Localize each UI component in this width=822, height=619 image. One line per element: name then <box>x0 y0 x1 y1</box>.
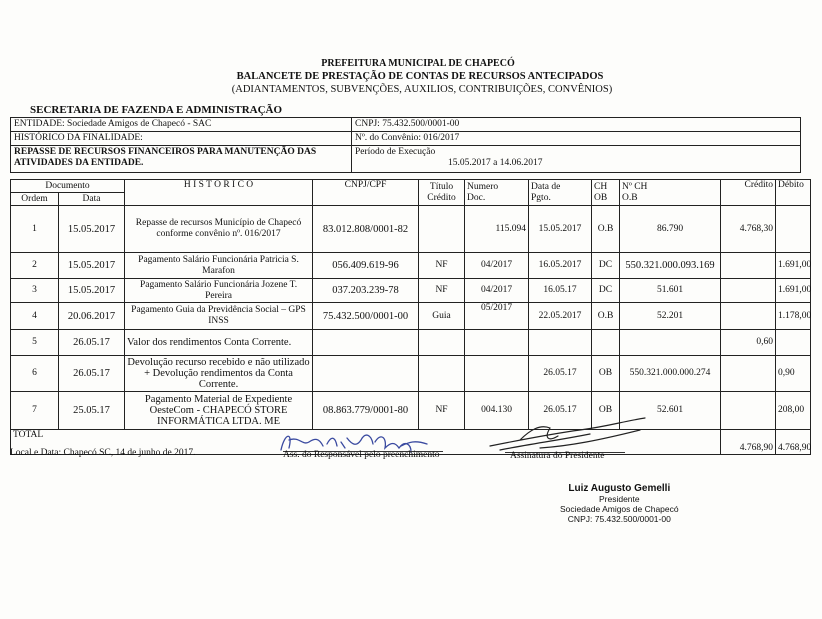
col-debito-header: Débito <box>776 180 811 206</box>
cell-n-ch: 52.601 <box>620 392 721 430</box>
cell-ch-ob: DC <box>592 279 620 303</box>
cell-credito <box>721 253 776 279</box>
chob-line-1: CH <box>594 181 608 192</box>
chob-line-2: OB <box>594 192 608 203</box>
cell-numero: 04/2017 <box>465 253 529 279</box>
historico-finalidade-label: HISTÓRICO DA FINALIDADE: <box>11 132 352 146</box>
cell-data-pgto: 16.05.17 <box>529 279 592 303</box>
local-data: Local e Data: Chapecó SC, 14 de junho de 2017. <box>10 448 196 458</box>
cell-ch-ob: DC <box>592 253 620 279</box>
ass-responsavel-label: Ass. do Responsável pelo preenchimento <box>283 450 440 460</box>
col-documento-header: Documento <box>11 180 125 193</box>
col-cnpj-header: CNPJ/CPF <box>313 180 419 206</box>
cell-data: 15.05.2017 <box>59 279 125 303</box>
finalidade-cell: REPASSE DE RECURSOS FINANCEIROS PARA MANUTENÇÃO DAS ATIVIDADES DA ENTIDADE. <box>11 146 352 173</box>
cell-cnpj <box>313 330 419 356</box>
cell-ch-ob: O.B <box>592 303 620 330</box>
header-line-2: BALANCETE DE PRESTAÇÃO DE CONTAS DE RECURSOS ANTECIPADOS <box>236 71 604 82</box>
cell-titulo <box>419 356 465 392</box>
cell-ch-ob <box>592 330 620 356</box>
cell-historico: Valor dos rendimentos Conta Corrente. <box>125 330 313 356</box>
stamp-name: Luiz Augusto Gemelli <box>568 483 671 494</box>
ass-presidente-label: Assinatura do Presidente <box>510 451 605 461</box>
cell-n-ch: 550.321.000.093.169 <box>620 253 721 279</box>
col-nch-header <box>620 180 721 206</box>
stamp-cnpj: CNPJ: 75.432.500/0001-00 <box>567 514 671 524</box>
col-ordem-header: Ordem <box>11 193 59 206</box>
cell-n-ch: 550.321.000.000.274 <box>620 356 721 392</box>
cell-ordem: 3 <box>11 279 59 303</box>
cell-ordem: 6 <box>11 356 59 392</box>
convenio-cell: Nº. do Convênio: 016/2017 <box>352 132 801 146</box>
cell-ch-ob: O.B <box>592 206 620 253</box>
transactions-table <box>10 179 811 455</box>
president-stamp <box>560 484 679 524</box>
cell-data: 26.05.17 <box>59 330 125 356</box>
periodo-value: 15.05.2017 a 14.06.2017 <box>448 158 543 168</box>
cell-n-ch: 52.201 <box>620 303 721 330</box>
info-table <box>10 117 801 173</box>
total-credito: 4.768,90 <box>721 430 776 455</box>
cell-ordem: 4 <box>11 303 59 330</box>
cell-credito: 0,60 <box>721 330 776 356</box>
col-data-header: Data <box>59 193 125 206</box>
cell-credito <box>721 303 776 330</box>
table-row <box>11 206 811 253</box>
cell-historico: Pagamento Salário Funcionária Jozene T. Pereira <box>125 279 313 303</box>
cell-cnpj: 75.432.500/0001-00 <box>313 303 419 330</box>
cell-debito: 0,90 <box>776 356 811 392</box>
col-ch-ob-header <box>592 180 620 206</box>
table-row <box>11 330 811 356</box>
cell-cnpj: 83.012.808/0001-82 <box>313 206 419 253</box>
cell-data: 25.05.17 <box>59 392 125 430</box>
header-line-1: PREFEITURA MUNICIPAL DE CHAPECÓ <box>321 58 515 69</box>
cell-historico: Pagamento Material de Expediente OesteCom - CHAPECÓ STORE INFORMÁTICA LTDA. ME <box>125 392 313 430</box>
table-row <box>11 392 811 430</box>
cell-n-ch <box>620 330 721 356</box>
cell-historico: Pagamento Salário Funcionária Patricia S. Marafon <box>125 253 313 279</box>
titulo-line-1: Título <box>429 181 454 192</box>
cell-historico: Repasse de recursos Município de Chapecó conforme convênio nº. 016/2017 <box>125 206 313 253</box>
cell-debito <box>776 206 811 253</box>
table-row <box>11 253 811 279</box>
cell-titulo: NF <box>419 253 465 279</box>
nch-line-2: O.B <box>622 192 638 203</box>
cell-titulo <box>419 330 465 356</box>
cell-numero <box>465 356 529 392</box>
cell-cnpj: 08.863.779/0001-80 <box>313 392 419 430</box>
numero-line-2: Doc. <box>467 192 486 203</box>
cell-data-pgto <box>529 330 592 356</box>
cell-data: 15.05.2017 <box>59 253 125 279</box>
cell-debito: 208,00 <box>776 392 811 430</box>
col-historico-header: H I S T O R I C O <box>125 180 313 206</box>
cell-titulo: Guia <box>419 303 465 330</box>
cell-numero <box>465 330 529 356</box>
cell-n-ch: 86.790 <box>620 206 721 253</box>
cell-titulo: NF <box>419 392 465 430</box>
cell-data-pgto: 22.05.2017 <box>529 303 592 330</box>
cell-debito: 1.691,00 <box>776 279 811 303</box>
cell-numero: 004.130 <box>465 392 529 430</box>
cell-debito: 1.691,00 <box>776 253 811 279</box>
total-label: TOTAL <box>11 430 721 455</box>
table-row <box>11 356 811 392</box>
cell-numero: 05/2017 <box>465 303 529 330</box>
cell-ordem: 1 <box>11 206 59 253</box>
cell-data: 15.05.2017 <box>59 206 125 253</box>
datapg-line-2: Pgto. <box>531 192 551 203</box>
cell-ch-ob: OB <box>592 392 620 430</box>
cell-ordem: 2 <box>11 253 59 279</box>
secretaria-title: SECRETARIA DE FAZENDA E ADMINISTRAÇÃO <box>30 104 283 116</box>
table-row <box>11 303 811 330</box>
cell-debito: 1.178,00 <box>776 303 811 330</box>
entidade-cell: ENTIDADE: Sociedade Amigos de Chapecó - SAC <box>11 118 352 132</box>
cell-debito <box>776 330 811 356</box>
col-data-pgto-header <box>529 180 592 206</box>
cell-data-pgto: 15.05.2017 <box>529 206 592 253</box>
cell-n-ch: 51.601 <box>620 279 721 303</box>
cell-data: 26.05.17 <box>59 356 125 392</box>
datapg-line-1: Data de <box>531 181 561 192</box>
cell-credito <box>721 392 776 430</box>
cell-ordem: 5 <box>11 330 59 356</box>
cell-cnpj <box>313 356 419 392</box>
cell-ch-ob: OB <box>592 356 620 392</box>
stamp-org: Sociedade Amigos de Chapecó <box>560 504 679 514</box>
cell-credito <box>721 279 776 303</box>
cell-data-pgto: 26.05.17 <box>529 392 592 430</box>
cell-historico: Pagamento Guia da Previdência Social – GPS INSS <box>125 303 313 330</box>
cell-numero: 115.094 <box>465 206 529 253</box>
cell-credito <box>721 356 776 392</box>
cell-ordem: 7 <box>11 392 59 430</box>
cell-historico: Devolução recurso recebido e não utilizado + Devolução rendimentos da Conta Corrente. <box>125 356 313 392</box>
cell-numero: 04/2017 <box>465 279 529 303</box>
numero-line-1: Numero <box>467 181 499 192</box>
nch-line-1: Nº CH <box>622 181 648 192</box>
cell-data-pgto: 16.05.2017 <box>529 253 592 279</box>
cell-titulo <box>419 206 465 253</box>
cnpj-cell: CNPJ: 75.432.500/0001-00 <box>352 118 801 132</box>
cell-credito: 4.768,30 <box>721 206 776 253</box>
cell-cnpj: 056.409.619-96 <box>313 253 419 279</box>
periodo-label: Período de Execução <box>355 147 436 157</box>
table-row <box>11 279 811 303</box>
periodo-cell <box>352 146 801 173</box>
cell-data-pgto: 26.05.17 <box>529 356 592 392</box>
cell-titulo: NF <box>419 279 465 303</box>
col-numero-header <box>465 180 529 206</box>
cell-cnpj: 037.203.239-78 <box>313 279 419 303</box>
titulo-line-2: Crédito <box>427 192 456 203</box>
col-titulo-header <box>419 180 465 206</box>
header-line-3: (ADIANTAMENTOS, SUBVENÇÕES, AUXILIOS, CONTRIBUIÇÕES, CONVÊNIOS) <box>231 84 613 95</box>
stamp-role: Presidente <box>598 494 640 504</box>
total-debito: 4.768,90 <box>776 430 811 455</box>
col-credito-header: Crédito <box>721 180 776 206</box>
cell-data: 20.06.2017 <box>59 303 125 330</box>
